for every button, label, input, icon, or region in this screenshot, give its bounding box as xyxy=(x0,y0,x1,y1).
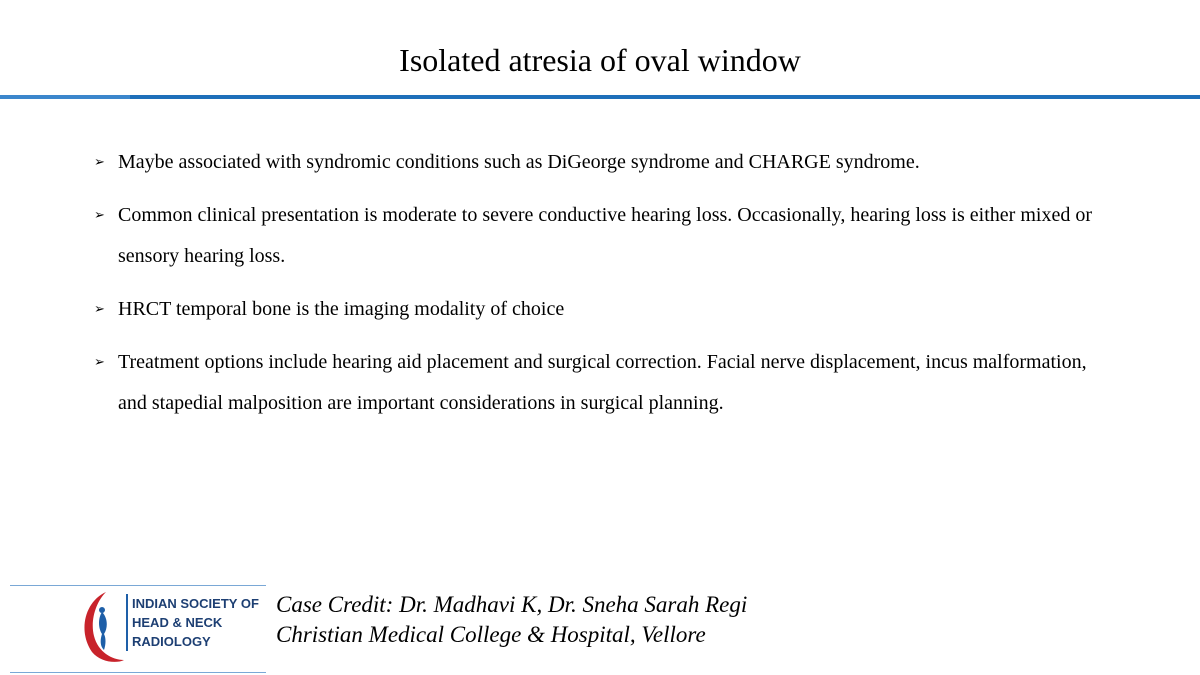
list-item xyxy=(96,195,1106,277)
bullet-list xyxy=(96,142,1106,436)
list-item xyxy=(96,142,1106,183)
bullet-text: Maybe associated with syndromic conditions such as DiGeorge syndrome and CHARGE syndrome. xyxy=(118,151,920,173)
footer-divider-top xyxy=(10,585,266,586)
list-item xyxy=(96,342,1106,424)
title-underline xyxy=(0,95,1200,99)
logo-text-line: HEAD & NECK xyxy=(132,615,223,630)
slide-title: Isolated atresia of oval window xyxy=(399,42,801,78)
case-credit-institution: Christian Medical College & Hospital, Vellore xyxy=(276,622,706,647)
ishnr-logo-icon xyxy=(76,588,126,668)
organization-logo-text xyxy=(126,594,259,651)
bullet-text: Treatment options include hearing aid placement and surgical correction. Facial nerve displacement, incus malformation, and stapedial malposition are important considerations in surgical planning. xyxy=(118,351,1087,414)
case-credit-authors: Case Credit: Dr. Madhavi K, Dr. Sneha Sarah Regi xyxy=(276,592,748,617)
arrow-bullet-icon: ➢ xyxy=(94,302,105,317)
logo-text-line: INDIAN SOCIETY OF xyxy=(132,596,259,611)
title-underline-accent xyxy=(0,95,130,99)
arrow-bullet-icon: ➢ xyxy=(94,208,105,223)
arrow-bullet-icon: ➢ xyxy=(94,355,105,370)
bullet-text: HRCT temporal bone is the imaging modality of choice xyxy=(118,298,565,320)
bullet-text: Common clinical presentation is moderate to severe conductive hearing loss. Occasionally, hearing loss is either mixed or sensory hearing loss. xyxy=(118,204,1092,267)
footer-divider-bottom xyxy=(10,672,266,673)
list-item xyxy=(96,289,1106,330)
arrow-bullet-icon: ➢ xyxy=(94,155,105,170)
logo-text-line: RADIOLOGY xyxy=(132,634,211,649)
case-credit xyxy=(276,590,747,650)
